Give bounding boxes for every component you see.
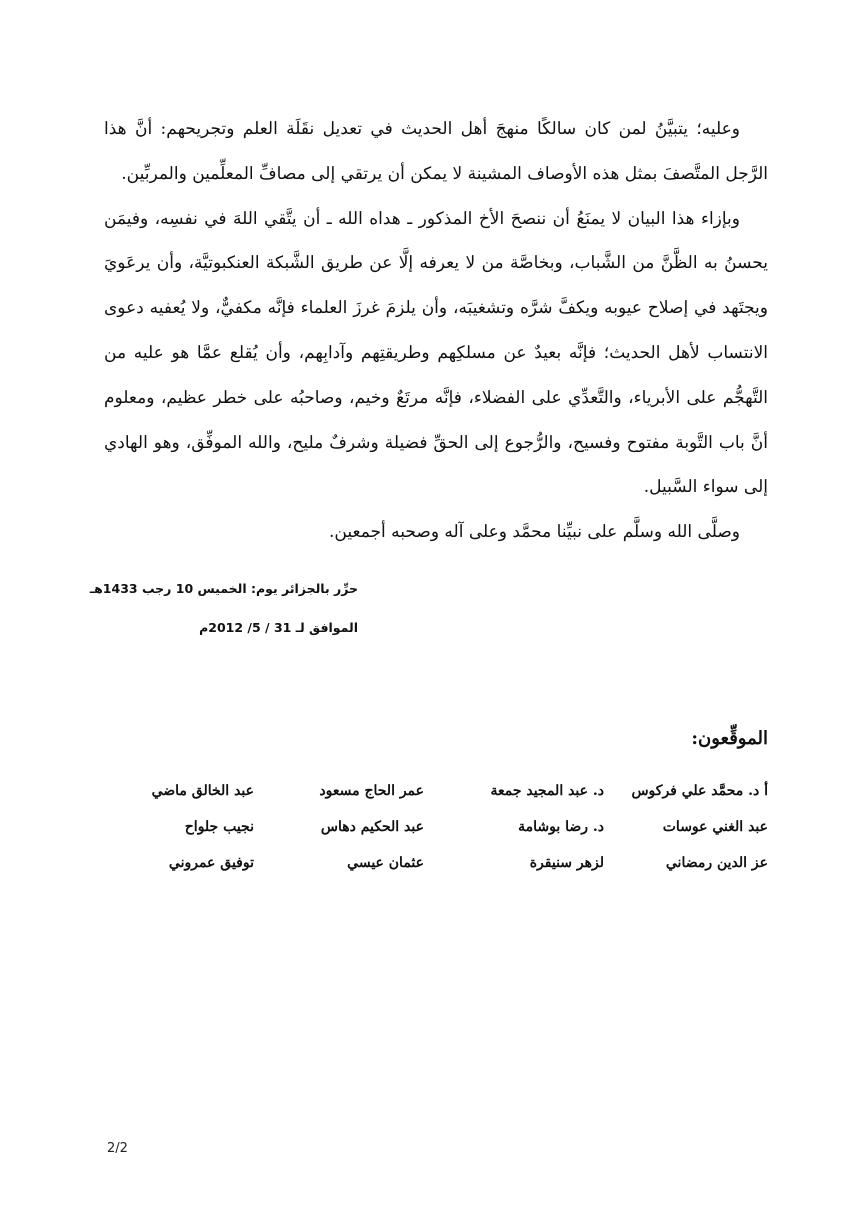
paragraph-conclusion: وعليه؛ يتبيَّنُ لمن كان سالكًا منهجَ أهل الحديث في تعديل نقَلَة العلم وتجريحهم: أنَّ هذا الرَّجل المتَّصفَ بمثل هذه الأوصاف المشينة لا يمكن أن يرتقي إلى مصافِّ المعلِّمين والمربِّين.: [104, 119, 768, 184]
signatories-row: [104, 845, 768, 881]
paragraph-closing-prayer: وصلَّى الله وسلَّم على نبيِّنا محمَّد وعلى آله وصحبه أجمعين.: [329, 522, 740, 543]
signatories-row: [104, 773, 768, 809]
dateline-hijri: حرِّر بالجزائر يوم: الخميس 10 رجب 1433هـ: [89, 581, 358, 596]
signatory-name: لزهر سنيقرة: [529, 855, 604, 871]
signatory-name: أ د. محمَّد علي فركوس: [631, 783, 768, 799]
signatory-name: عبد الغني عوسات: [662, 819, 768, 835]
signatories-list: [104, 773, 768, 881]
signatory-name: د. عبد المجيد جمعة: [490, 783, 604, 799]
document-body: [104, 107, 768, 555]
signatories-row: [104, 809, 768, 845]
signatory-name: عز الدين رمضاني: [665, 855, 768, 871]
signatory-name: عثمان عيسي: [347, 855, 424, 871]
dateline-gregorian: الموافق لـ 31 / 5/ 2012م: [199, 620, 358, 635]
signatory-name: عبد الخالق ماضي: [151, 783, 254, 799]
signatory-name: عبد الحكيم دهاس: [320, 819, 424, 835]
signatory-name: توفيق عمروني: [168, 855, 254, 871]
signatories-title: الموقِّعون:: [691, 728, 768, 749]
page-number: 2/2: [107, 1141, 128, 1156]
signatory-name: د. رضا بوشامة: [518, 819, 604, 835]
signatory-name: عمر الحاج مسعود: [319, 783, 424, 799]
signatory-name: نجيب جلواح: [184, 819, 254, 835]
paragraph-advice: وبإزاء هذا البيان لا يمنَعُ أن ننصحَ الأخ المذكور ـ هداه الله ـ أن يتَّقي اللهَ في نفسِه، وفيمَن يحسنُ به الظَّنَّ من الشَّباب، وبخاصَّة من لا يعرفه إلَّا عن طريق الشَّبكة العنكبوتيَّة، وأن يرعَويَ ويجتَهد في إصلاح عيوبه ويكفَّ شرَّه وتشغيبَه، وأن يلزمَ غرزَ العلماء فإنَّه مكفيٌّ، ولا يُعفيه دعوى الانتساب لأهل الحديث؛ فإنَّه بعيدٌ عن مسلكِهم وطريقتِهم وآدابِهم، وأن يُقلع عمَّا هو عليه من التَّهجُّم على الأبرياء، والتَّعدِّي على الفضلاء، فإنَّه مرتَعٌ وخيم، وصاحبُه على خطر عظيم، ومعلوم أنَّ باب التَّوبة مفتوح وفسيح، والرُّجوع إلى الحقِّ فضيلة وشرفٌ مليح، والله الموفِّق، وهو الهادي إلى سواء السَّبيل.: [104, 208, 768, 498]
